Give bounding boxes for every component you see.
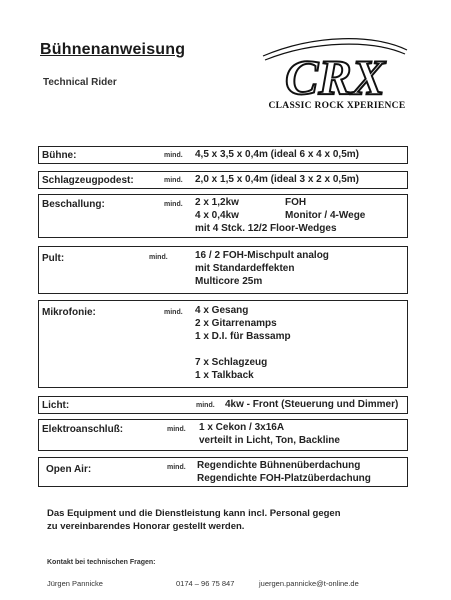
section-label: Schlagzeugpodest:: [42, 175, 134, 186]
min-prefix: mind.: [167, 464, 186, 471]
section-value: 2 x 1,2kw: [195, 197, 239, 208]
section-label: Elektroanschluß:: [42, 424, 124, 435]
section-label: Licht:: [42, 400, 70, 411]
section-value-extra: Monitor / 4-Wege: [285, 210, 366, 221]
contact-phone: 0174 – 96 75 847: [176, 579, 235, 588]
section-label: Mikrofonie:: [42, 307, 96, 318]
section-value: 4kw - Front (Steuerung und Dimmer): [225, 399, 399, 410]
section-value: 1 x D.I. für Bassamp: [195, 331, 291, 342]
min-prefix: mind.: [164, 201, 183, 208]
footer-line: zu vereinbarendes Honorar gestellt werden.: [47, 521, 245, 532]
section-value: 7 x Schlagzeug: [195, 357, 268, 368]
section-value: 16 / 2 FOH-Mischpult analog: [195, 250, 329, 261]
section-value: verteilt in Licht, Ton, Backline: [199, 435, 340, 446]
min-prefix: mind.: [149, 254, 168, 261]
section-value: Multicore 25m: [195, 276, 263, 287]
section-label: Beschallung:: [42, 199, 105, 210]
section-value: 4 x Gesang: [195, 305, 249, 316]
section-label: Open Air:: [46, 464, 92, 475]
logo-subtext: CLASSIC ROCK XPERIENCE: [268, 101, 406, 111]
contact-name: Jürgen Pannicke: [47, 579, 103, 588]
page-subtitle: Technical Rider: [43, 77, 117, 88]
logo-text: CRX: [284, 49, 386, 105]
section-pult: [38, 246, 408, 294]
min-prefix: mind.: [167, 426, 186, 433]
section-value: 2 x Gitarrenamps: [195, 318, 277, 329]
section-value: Regendichte FOH-Platzüberdachung: [197, 473, 371, 484]
section-buehne: [38, 146, 408, 164]
contact-email: juergen.pannicke@t-online.de: [259, 579, 359, 588]
section-value: Regendichte Bühnenüberdachung: [197, 460, 361, 471]
section-value: mit Standardeffekten: [195, 263, 295, 274]
section-mikrofonie: [38, 300, 408, 388]
section-value-extra: FOH: [285, 197, 307, 208]
section-value: 2,0 x 1,5 x 0,4m (ideal 3 x 2 x 0,5m): [195, 174, 359, 185]
section-label: Bühne:: [42, 150, 77, 161]
section-schlagzeugpodest: [38, 171, 408, 189]
section-value: 1 x Cekon / 3x16A: [199, 422, 285, 433]
page-title: Bühnenanweisung: [40, 41, 186, 58]
section-open-air: [38, 457, 408, 487]
section-licht: [38, 396, 408, 414]
section-value: mit 4 Stck. 12/2 Floor-Wedges: [195, 223, 337, 234]
section-elektroanschluss: [38, 419, 408, 451]
section-label: Pult:: [42, 253, 65, 264]
section-value: 4,5 x 3,5 x 0,4m (ideal 6 x 4 x 0,5m): [195, 149, 359, 160]
section-value: 1 x Talkback: [195, 370, 254, 381]
footer-note: [47, 507, 417, 533]
min-prefix: mind.: [164, 152, 183, 159]
min-prefix: mind.: [196, 402, 215, 409]
min-prefix: mind.: [164, 309, 183, 316]
footer-line: Das Equipment und die Dienstleistung kann incl. Personal gegen: [47, 508, 341, 519]
section-value: 4 x 0,4kw: [195, 210, 239, 221]
min-prefix: mind.: [164, 177, 183, 184]
contact-heading: Kontakt bei technischen Fragen:: [47, 559, 156, 566]
section-beschallung: [38, 194, 408, 238]
